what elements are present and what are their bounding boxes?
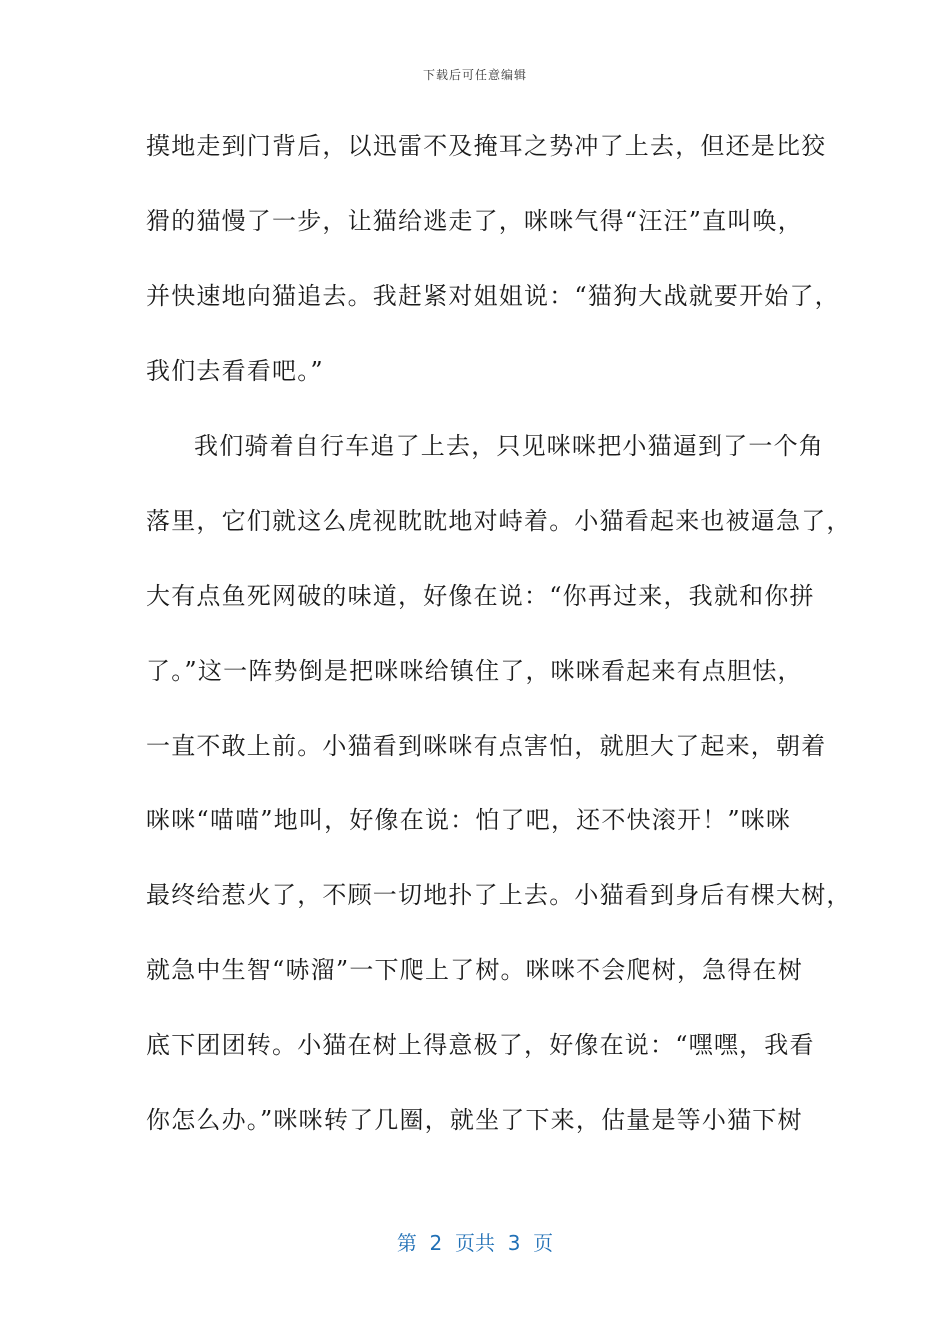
text-line: 你怎么办。”咪咪转了几圈，就坐了下来，估量是等小猫下树 [146,1106,803,1134]
text-line: 就急中生智“哧溜”一下爬上了树。咪咪不会爬树，急得在树 [146,956,803,984]
text-line: 一直不敢上前。小猫看到咪咪有点害怕，就胆大了起来，朝着 [146,732,827,760]
text-line: 咪咪“喵喵”地叫，好像在说：怕了吧，还不快滚开！”咪咪 [146,806,792,834]
text-line: 了。”这一阵势倒是把咪咪给镇住了，咪咪看起来有点胆怯， [146,657,803,685]
text-line: 摸地走到门背后，以迅雷不及掩耳之势冲了上去，但还是比狡 [146,132,827,160]
text-line: 猾的猫慢了一步，让猫给逃走了，咪咪气得“汪汪”直叫唤， [146,207,803,235]
text-line: 落里，它们就这么虎视眈眈地对峙着。小猫看起来也被逼急了， [146,507,852,535]
text-line: 我们骑着自行车追了上去，只见咪咪把小猫逼到了一个角 [194,432,824,460]
text-line: 底下团团转。小猫在树上得意极了，好像在说：“嘿嘿，我看 [146,1031,815,1059]
text-line: 我们去看看吧。” [146,357,324,385]
page-number-footer: 第 2 页共 3 页 [396,1231,554,1255]
text-line: 并快速地向猫追去。我赶紧对姐姐说：“猫狗大战就要开始了， [146,282,840,310]
text-line: 大有点鱼死网破的味道，好像在说：“你再过来，我就和你拼 [146,582,815,610]
text-line: 最终给惹火了，不顾一切地扑了上去。小猫看到身后有棵大树， [146,881,852,909]
page-header: 下载后可任意编辑 [422,68,527,82]
